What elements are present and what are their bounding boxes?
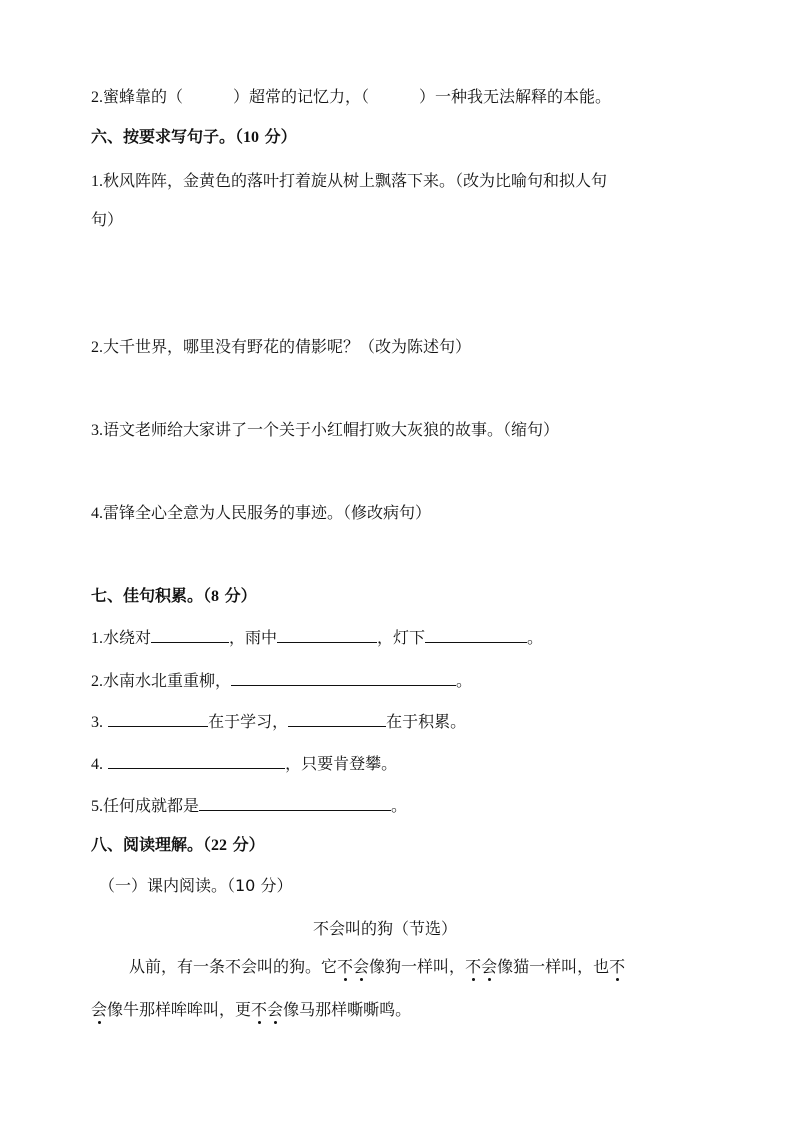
fill-blank[interactable] [199, 794, 391, 811]
s6-item-4: 4.雷锋全心全意为人民服务的事迹。（修改病句） [91, 503, 432, 522]
s6-item-1-cont: 句） [91, 210, 124, 229]
article-paragraph-line-2: 会像牛那样哞哞叫，更不会像马那样嘶嘶鸣。 [91, 1000, 412, 1019]
s6-item-3: 3.语文老师给大家讲了一个关于小红帽打败大灰狼的故事。（缩句） [91, 420, 560, 439]
section-6-heading: 六、按要求写句子。（10 分） [91, 127, 297, 146]
q5-item-2: 2.蜜蜂靠的（ ）超常的记忆力，（ ）一种我无法解释的本能。 [91, 87, 612, 106]
article-paragraph-line-1: 从前，有一条不会叫的狗。它不会像狗一样叫，不会像猫一样叫，也不 [129, 957, 626, 976]
section-7-heading: 七、佳句积累。（8 分） [91, 586, 257, 605]
s7-item-1: 1.水绕对 ，雨中 ，灯下 。 [91, 628, 544, 647]
fill-blank[interactable] [108, 710, 208, 727]
fill-blank[interactable] [151, 626, 229, 643]
article-title: 不会叫的狗（节选） [313, 919, 458, 938]
s7-item-3: 3. 在于学习， 在于积累。 [91, 712, 467, 731]
section-8-heading: 八、阅读理解。（22 分） [91, 835, 265, 854]
subsection-heading: （一）课内阅读。（10 分） [99, 876, 293, 895]
s7-item-4: 4. ，只要肯登攀。 [91, 754, 398, 773]
s6-item-2: 2.大千世界，哪里没有野花的倩影呢？（改为陈述句） [91, 337, 472, 356]
s6-item-1: 1.秋风阵阵，金黄色的落叶打着旋从树上飘落下来。（改为比喻句和拟人句 [91, 171, 608, 190]
fill-blank[interactable] [425, 626, 527, 643]
s7-item-2: 2.水南水北重重柳， 。 [91, 671, 473, 690]
fill-blank[interactable] [288, 710, 386, 727]
fill-blank[interactable] [231, 669, 456, 686]
fill-blank[interactable] [277, 626, 377, 643]
s7-item-5: 5.任何成就都是 。 [91, 796, 408, 815]
fill-blank[interactable] [108, 752, 285, 769]
